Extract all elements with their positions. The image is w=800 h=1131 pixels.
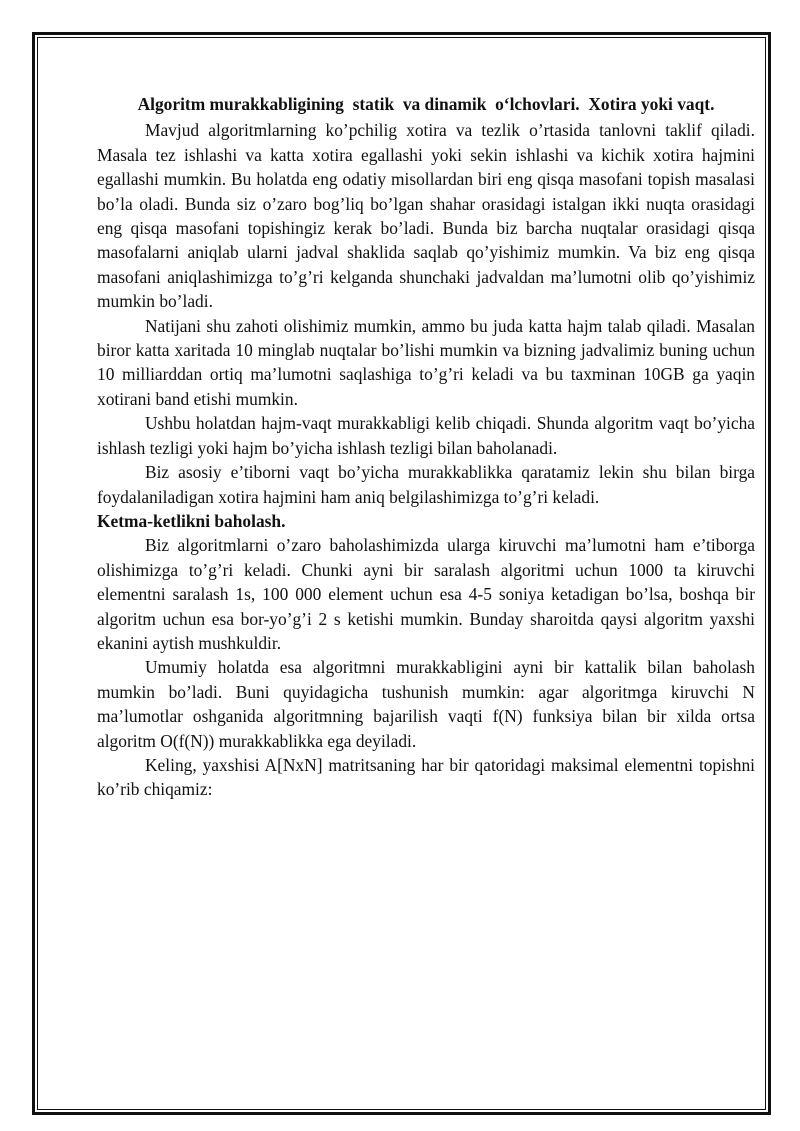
document-body <box>97 92 755 802</box>
section-heading: Ketma-ketlikni baholash. <box>97 510 286 531</box>
paragraph-space-time: Ushbu holatdan hajm-vaqt murakkabligi kelib chiqadi. Shunda algoritm vaqt bo’yicha ishlash tezligi yoki hajm bo’yicha ishlash tezligi bilan baholanadi. <box>97 413 755 458</box>
paragraph-complexity: Umumiy holatda esa algoritmni murakkabligini ayni bir kattalik bilan baholash mumkin bo’ladi. Buni quyidagicha tushunish mumkin: agar algoritmga kiruvchi N ma’lumotlar oshganida algoritmning bajarilish vaqti f(N) funksiya bilan bir xilda ortsa algoritm O(f(N)) murakkablikka ega deyiladi. <box>97 657 755 751</box>
paragraph-intro: Mavjud algoritmlarning ko’pchilig xotira va tezlik o’rtasida tanlovni taklif qiladi. Masala tez ishlashi va katta xotira egallashi yoki sekin ishlashi va kichik xotira hajmini egallashi mumkin. Bu holatda eng odatiy misollardan biri eng qisqa masofani topish masalasi bo’la oladi. Bunda siz o’zaro bog’liq bo’lgan shahar orasidagi istalgan ikki nuqta orasidagi eng qisqa masofani topishingiz kerak bo’ladi. Bunda biz barcha nuqtalar orasidagi qisqa masofalarni aniqlab ularni jadval shaklida saqlab qo’yishimiz mumkin. Va biz eng qisqa masofani aniqlashimizga to’g’ri kelganda shunchaki jadvaldan ma’lumotni olib qo’yishimiz mumkin bo’ladi. <box>97 120 755 312</box>
paragraph-comparison: Biz algoritmlarni o’zaro baholashimizda ularga kiruvchi ma’lumotni ham e’tiborga olishimizga to’g’ri keladi. Chunki ayni bir saralash algoritmi uchun 1000 ta kiruvchi elementni saralash 1s, 100 000 element uchun esa 4-5 soniya ketadigan bo’lsa, boshqa bir algoritm uchun esa bor-yo’g’i 2 s ketishi mumkin. Bunday sharoitda qaysi algoritm yaxshi ekanini aytish mushkuldir. <box>97 535 755 653</box>
paragraph-matrix-example: Keling, yaxshisi A[NxN] matritsaning har bir qatoridagi maksimal elementni topishni ko’rib chiqamiz: <box>97 754 755 800</box>
paragraph-focus: Biz asosiy e’tiborni vaqt bo’yicha murakkablikka qaratamiz lekin shu bilan birga foydalaniladigan xotira hajmini ham aniq belgilashimizga to’g’ri keladi. <box>97 462 755 507</box>
paragraph-result: Natijani shu zahoti olishimiz mumkin, ammo bu juda katta hajm talab qiladi. Masalan biror katta xaritada 10 minglab nuqtalar bo’lishi mumkin va bizning jadvalimiz buning uchun 10 milliarddan ortiq ma’lumotni saqlashiga to’g’ri keladi va bu taxminan 10GB ga yaqin xotirani band etishi mumkin. <box>97 315 755 409</box>
document-title: Algoritm murakkabligining statik va dinamik o‘lchovlari. Xotira yoki vaqt. <box>137 94 715 114</box>
